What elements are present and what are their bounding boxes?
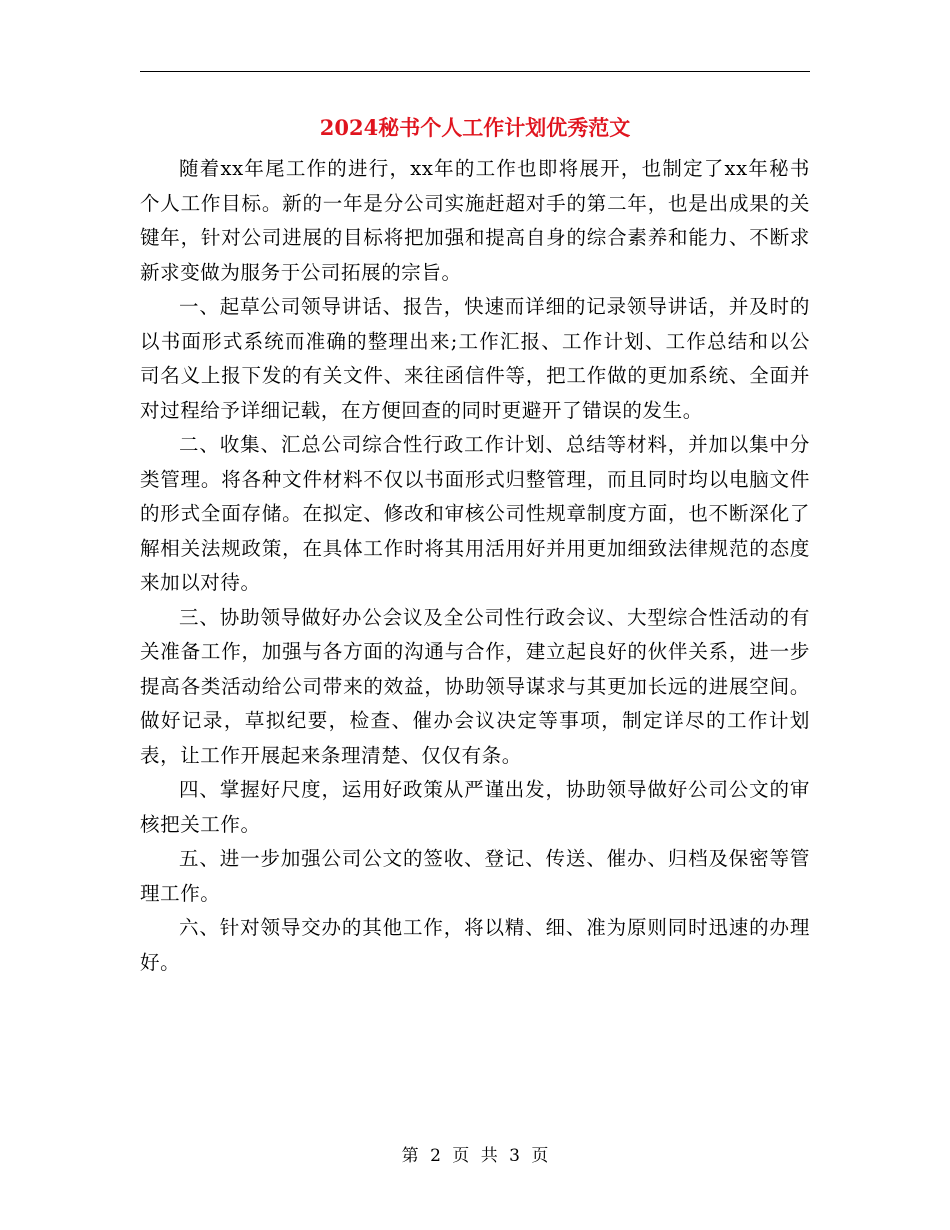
paragraph-item-2: 二、收集、汇总公司综合性行政工作计划、总结等材料，并加以集中分类管理。将各种文件材料不仅以书面形式归整管理，而且同时均以电脑文件的形式全面存储。在拟定、修改和审核公司性规章制度方面，也不断深化了解相关法规政策，在具体工作时将其用活用好并用更加细致法律规范的态度来加以对待。 (140, 433, 810, 594)
page-number: 第 2 页 共 3 页 (401, 1146, 549, 1166)
header-rule (140, 71, 810, 72)
paragraph-item-5: 五、进一步加强公司公文的签收、登记、传送、催办、归档及保密等管理工作。 (140, 847, 810, 905)
paragraph-intro: 随着xx年尾工作的进行，xx年的工作也即将展开，也制定了xx年秘书个人工作目标。新的一年是分公司实施赶超对手的第二年，也是出成果的关键年，针对公司进展的目标将把加强和提高自身的综合素养和能力、不断求新求变做为服务于公司拓展的宗旨。 (140, 157, 810, 284)
document-body (140, 152, 810, 980)
paragraph-item-1: 一、起草公司领导讲话、报告，快速而详细的记录领导讲话，并及时的以书面形式系统而准确的整理出来;工作汇报、工作计划、工作总结和以公司名义上报下发的有关文件、来往函信件等，把工作做的更加系统、全面并对过程给予详细记载，在方便回查的同时更避开了错误的发生。 (140, 295, 810, 422)
paragraph-item-4: 四、掌握好尺度，运用好政策从严谨出发，协助领导做好公司公文的审核把关工作。 (140, 778, 810, 836)
paragraph-item-6: 六、针对领导交办的其他工作，将以精、细、准为原则同时迅速的办理好。 (140, 916, 810, 974)
document-title: 2024秘书个人工作计划优秀范文 (319, 115, 631, 140)
paragraph-item-3: 三、协助领导做好办公会议及全公司性行政会议、大型综合性活动的有关准备工作，加强与各方面的沟通与合作，建立起良好的伙伴关系，进一步提高各类活动给公司带来的效益，协助领导谋求与其更加长远的进展空间。做好记录，草拟纪要，检查、催办会议决定等事项，制定详尽的工作计划表，让工作开展起来条理清楚、仅仅有条。 (140, 605, 810, 767)
